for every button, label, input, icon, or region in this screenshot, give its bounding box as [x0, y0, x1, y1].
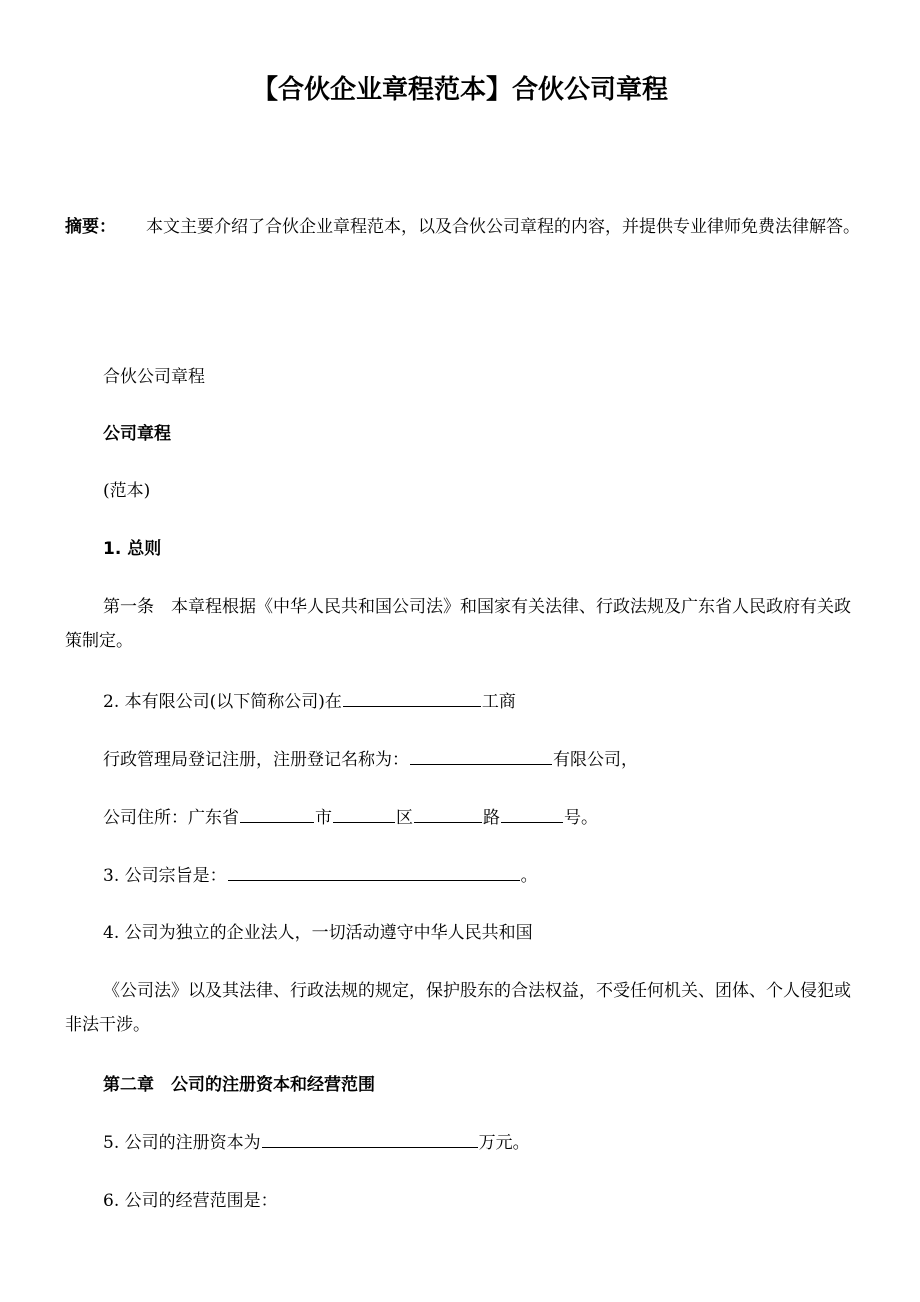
clause-4: 4. 公司为独立的企业法人，一切活动遵守中华人民共和国 — [103, 923, 533, 943]
address-text-d: 路 — [483, 808, 500, 828]
article-1: 第一条 本章程根据《中华人民共和国公司法》和国家有关法律、行政法规及广东省人民政府有关政策制定。 — [65, 597, 851, 651]
registration-text-a: 行政管理局登记注册，注册登记名称为： — [103, 750, 409, 770]
chapter-2-heading: 第二章 公司的注册资本和经营范围 — [103, 1075, 375, 1095]
sample-note: (范本) — [103, 481, 151, 501]
blank-line — [228, 879, 520, 881]
clause-3 — [65, 859, 860, 893]
blank-line — [501, 821, 563, 823]
address-text-b: 市 — [315, 808, 332, 828]
clause-5-text-a: 5. 公司的注册资本为 — [103, 1133, 261, 1153]
clause-5 — [65, 1126, 860, 1160]
heading-company-charter: 公司章程 — [103, 424, 171, 444]
clause-2-text-a: 2. 本有限公司(以下简称公司)在 — [103, 692, 342, 712]
document-title: 【合伙企业章程范本】合伙公司章程 — [251, 75, 668, 105]
address-text-e: 号。 — [564, 808, 598, 828]
clause-3-text-a: 3. 公司宗旨是： — [103, 866, 227, 886]
abstract-text: 本文主要介绍了合伙企业章程范本，以及合伙公司章程的内容，并提供专业律师免费法律解答。 — [146, 217, 860, 237]
registration-text-b: 有限公司， — [553, 750, 638, 770]
clause-2 — [65, 685, 860, 719]
address-text-c: 区 — [396, 808, 413, 828]
blank-line — [343, 705, 481, 707]
blank-line — [333, 821, 395, 823]
clause-4-continued: 《公司法》以及其法律、行政法规的规定，保护股东的合法权益，不受任何机关、团体、个人侵犯或非法干涉。 — [65, 981, 851, 1035]
clause-2-registration — [65, 743, 860, 777]
heading-partnership-charter: 合伙公司章程 — [103, 367, 205, 387]
clause-2-text-b: 工商 — [481, 692, 516, 712]
blank-line — [414, 821, 482, 823]
clause-3-text-b: 。 — [520, 866, 538, 886]
blank-line — [240, 821, 314, 823]
clause-5-text-b: 万元。 — [478, 1133, 530, 1153]
company-address — [65, 801, 860, 835]
abstract — [65, 210, 860, 244]
address-text-a: 公司住所：广东省 — [103, 808, 239, 828]
section-general: 1. 总则 — [103, 539, 162, 559]
clause-6: 6. 公司的经营范围是： — [103, 1191, 278, 1211]
abstract-label: 摘要： — [65, 217, 116, 237]
blank-line — [410, 763, 552, 765]
blank-line — [262, 1146, 478, 1148]
